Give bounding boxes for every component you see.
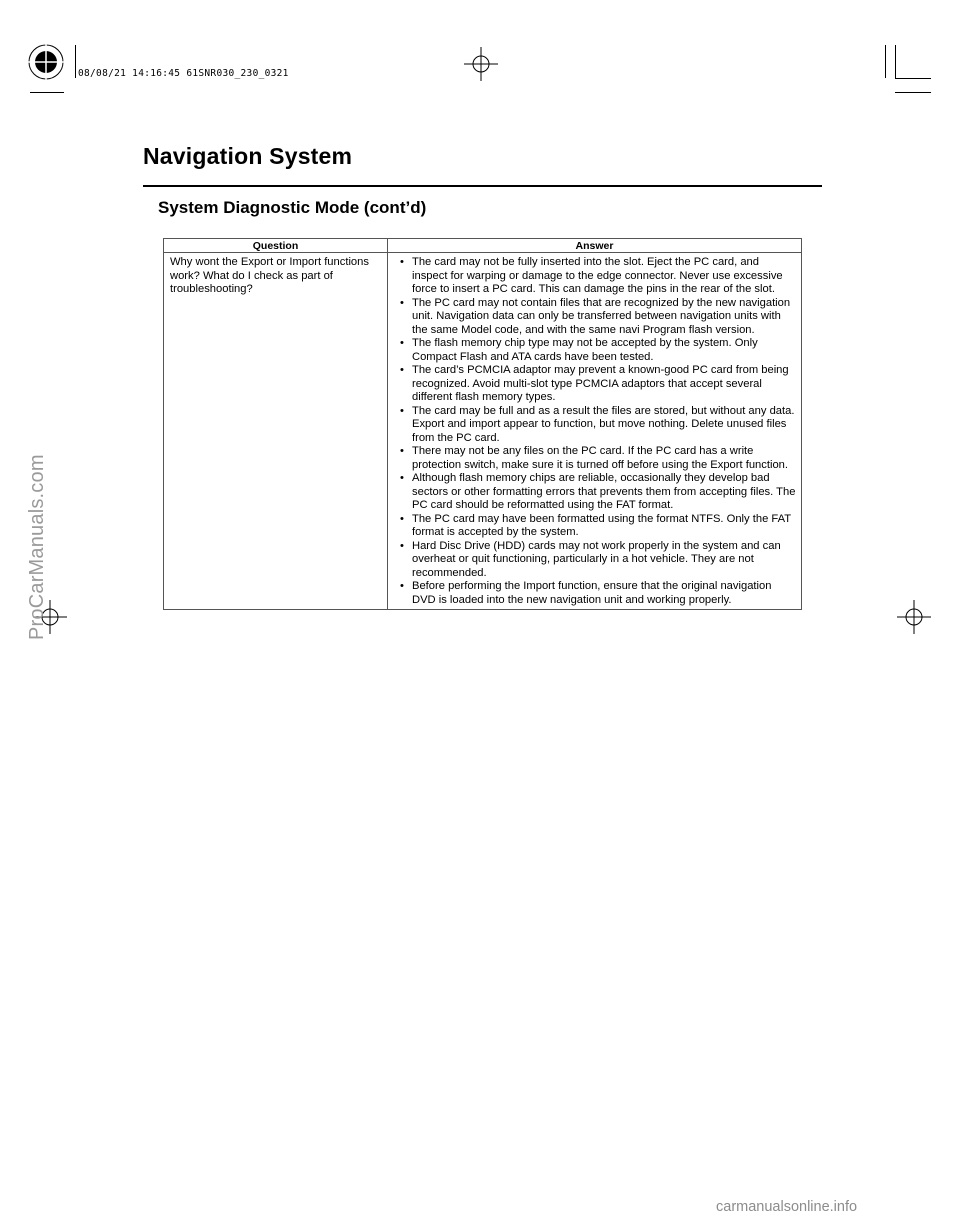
title-divider (143, 185, 822, 187)
question-cell: Why wont the Export or Import functions work? What do I check as part of troubleshooting? (164, 253, 388, 610)
answer-cell (388, 253, 802, 610)
list-item: • The flash memory chip type may not be accepted by the system. Only Compact Flash and ATA cards have been tested. (394, 337, 796, 364)
list-item: • The card may not be fully inserted into the slot. Eject the PC card, and inspect for warping or damage to the edge connector. Never use excessive force to insert a PC card. This can damage the pins in the rear of the slot. (394, 256, 796, 297)
registration-crosshair-icon (897, 600, 931, 634)
bottom-watermark: carmanualsonline.info (716, 1199, 858, 1215)
registration-target-icon (26, 42, 66, 82)
crop-mark (30, 92, 64, 93)
list-item: • The card may be full and as a result the files are stored, but without any data. Export and import appear to function, but move nothing. Delete unused files from the PC card. (394, 405, 796, 446)
page-title: Navigation System (143, 143, 353, 169)
list-item: • The PC card may not contain files that are recognized by the new navigation unit. Navigation data can only be transferred between navigation units with the same Model code, and with the same navi Program flash version. (394, 297, 796, 338)
answer-list (394, 256, 796, 607)
crop-mark (895, 92, 931, 93)
list-item: • Before performing the Import function, ensure that the original navigation DVD is loaded into the new navigation unit and working properly. (394, 580, 796, 607)
section-subtitle: System Diagnostic Mode (cont’d) (158, 198, 427, 217)
column-header-answer: Answer (388, 239, 802, 253)
column-header-question: Question (164, 239, 388, 253)
crop-mark (885, 45, 886, 78)
crop-mark (895, 78, 931, 79)
crop-mark (895, 45, 896, 78)
print-stamp: 08/08/21 14:16:45 61SNR030_230_0321 (78, 68, 289, 79)
table-row (164, 253, 802, 610)
list-item: • There may not be any files on the PC card. If the PC card has a write protection switch, make sure it is turned off before using the Export function. (394, 445, 796, 472)
list-item: • The PC card may have been formatted using the format NTFS. Only the FAT format is accepted by the system. (394, 513, 796, 540)
list-item: • Although flash memory chips are reliable, occasionally they develop bad sectors or other formatting errors that prevents them from accepting files. The PC card should be reformatted using the FAT format. (394, 472, 796, 513)
list-item: • Hard Disc Drive (HDD) cards may not work properly in the system and can overheat or quit functioning, particularly in a hot vehicle. They are not recommended. (394, 540, 796, 581)
registration-crosshair-icon (464, 47, 498, 81)
list-item: • The card’s PCMCIA adaptor may prevent a known-good PC card from being recognized. Avoid multi-slot type PCMCIA adaptors that accept several different flash memory types. (394, 364, 796, 405)
table-header-row (164, 239, 802, 253)
side-watermark: ProCarManuals.com (26, 454, 48, 640)
crop-mark (75, 45, 76, 78)
troubleshooting-table (163, 238, 802, 610)
